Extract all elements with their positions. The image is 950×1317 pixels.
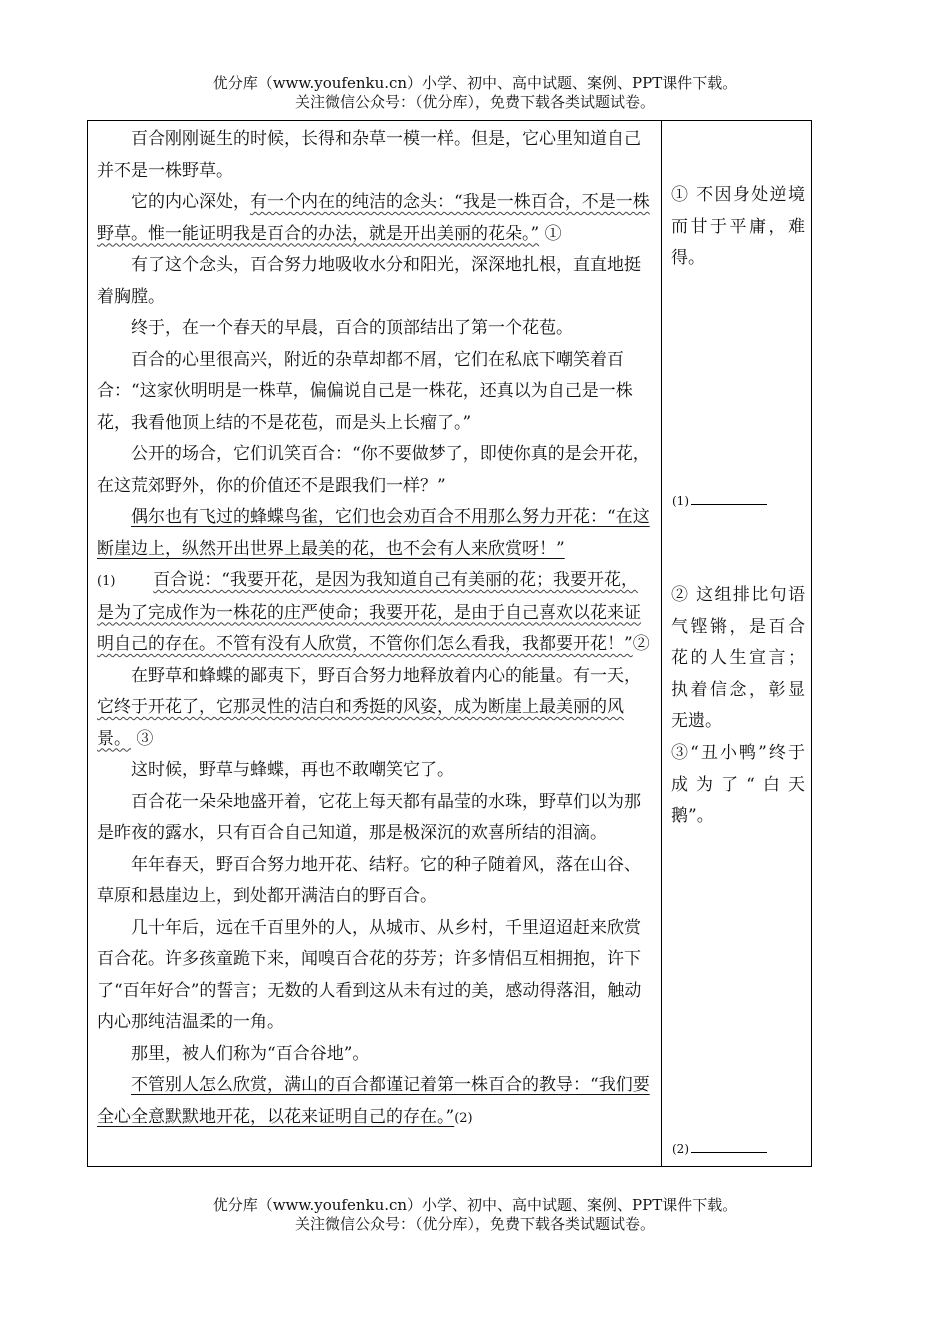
- paragraph-15: [97, 1070, 653, 1134]
- answer-blank-1[interactable]: [672, 494, 767, 508]
- paragraph-11: 百合花一朵朵地盛开着，它花上每天都有晶莹的水珠，野草们以为那是昨夜的露水，只有百合自己知道，那是极深沉的欢喜所结的泪滴。: [97, 791, 641, 843]
- note-1: [671, 180, 805, 275]
- underlined-paragraph-7: 偶尔也有飞过的蜂蝶鸟雀，它们也会劝百合不用那么努力开花：“在这断崖边上，纵然开出世界上最美的花，也不会有人来欣赏呀！”: [97, 507, 650, 559]
- note-2-text: ② 这组排比句语气铿锵，是百合花的人生宣言；执着信念，彰显无遗。: [671, 585, 805, 731]
- annotation-marker-1: ①: [544, 223, 562, 244]
- paragraph-4: 终于，在一个春天的早晨，百合的顶部结出了第一个花苞。: [131, 318, 573, 338]
- question-label-2: (2): [454, 1110, 473, 1126]
- answer-line-2[interactable]: [691, 1143, 767, 1153]
- paragraph-8: [97, 565, 653, 661]
- paragraph-12: 年年春天，野百合努力地开花、结籽。它的种子随着风，落在山谷、草原和悬崖边上，到处都开满洁白的野百合。: [97, 854, 641, 906]
- annotation-marker-2: ②: [632, 634, 650, 654]
- page-footer: [0, 1196, 950, 1234]
- paragraph-1: 百合刚刚诞生的时候，长得和杂草一模一样。但是，它心里知道自己并不是一株野草。: [97, 129, 641, 181]
- paragraph-9: [97, 661, 653, 756]
- column-divider: [661, 120, 662, 1167]
- answer-line-1[interactable]: [691, 495, 767, 505]
- paragraph-2-intro: 它的内心深处，: [131, 192, 250, 212]
- wavy-underlined-text-1: 有一个内在的纯洁的念头：“我是一株百合，不是一株野草。惟一能证明我是百合的办法，就是开出美丽的花朵。”: [97, 192, 650, 244]
- wavy-underlined-text-2: 百合说：“我要开花，是因为我知道自己有美丽的花；我要开花，是为了完成作为一株花的庄严使命；我要开花，是由于自己喜欢以花来证明自己的存在。不管有没有人欣赏，不管你们怎么看我，我都要开花！”: [97, 570, 641, 654]
- paragraph-13: 几十年后，远在千百里外的人，从城市、从乡村，千里迢迢赶来欣赏百合花。许多孩童跪下来，闻嗅百合花的芬芳；许多情侣互相拥抱，许下了“百年好合”的誓言；无数的人看到这从未有过的美，感动得落泪，触动内心那纯洁温柔的一角。: [97, 917, 642, 1032]
- paragraph-9-plain: 在野草和蜂蝶的鄙夷下，野百合努力地释放着内心的能量。有一天，: [131, 665, 641, 686]
- paragraph-5: 百合的心里很高兴，附近的杂草却都不屑，它们在私底下嘲笑着百合：“这家伙明明是一株草，偏偏说自己是一株花，还真以为自己是一株花，我看他顶上结的不是花苞，而是头上长瘤了。”: [97, 349, 633, 433]
- footer-line-2: 关注微信公众号：（优分库），免费下载各类试题试卷。: [294, 1215, 655, 1233]
- header-line-2: 关注微信公众号：（优分库），免费下载各类试题试卷。: [294, 93, 655, 111]
- question-label-1: (1): [97, 574, 116, 589]
- underlined-text-15: 不管别人怎么欣赏，满山的百合都谨记着第一株百合的教导：“我们要全心全意默默地开花，以花来证明自己的存在。”: [97, 1075, 650, 1127]
- paragraph-14: 那里，被人们称为“百合谷地”。: [131, 1043, 370, 1064]
- page-header: [0, 74, 950, 112]
- note-1-text: ① 不因身处逆境而甘于平庸，难得。: [671, 185, 805, 268]
- footer-line-1: 优分库（www.youfenku.cn）小学、初中、高中试题、案例、PPT课件下载。: [212, 1196, 738, 1214]
- note-3: [671, 738, 805, 833]
- answer-blank-2-label: (2): [672, 1142, 689, 1156]
- note-3-text: ③“丑小鸭”终于成为了“白天鹅”。: [671, 743, 805, 826]
- wavy-underlined-text-3: 它终于开花了，它那灵性的洁白和秀挺的风姿，成为断崖上最美丽的风景。: [97, 697, 624, 749]
- answer-blank-2[interactable]: [672, 1142, 767, 1156]
- paragraph-3: 有了这个念头，百合努力地吸收水分和阳光，深深地扎根，直直地挺着胸膛。: [97, 255, 641, 307]
- note-2: [671, 580, 805, 738]
- paragraph-10: 这时候，野草与蜂蝶，再也不敢嘲笑它了。: [131, 760, 454, 780]
- story-text-column: [97, 124, 653, 1134]
- paragraph-6: 公开的场合，它们讥笑百合：“你不要做梦了，即使你真的是会开花，在这荒郊野外，你的价值还不是跟我们一样？”: [97, 444, 650, 496]
- header-line-1: 优分库（www.youfenku.cn）小学、初中、高中试题、案例、PPT课件下载。: [212, 74, 738, 92]
- answer-blank-1-label: (1): [672, 494, 689, 508]
- annotation-marker-3: ③: [136, 728, 154, 749]
- paragraph-2: [97, 187, 653, 250]
